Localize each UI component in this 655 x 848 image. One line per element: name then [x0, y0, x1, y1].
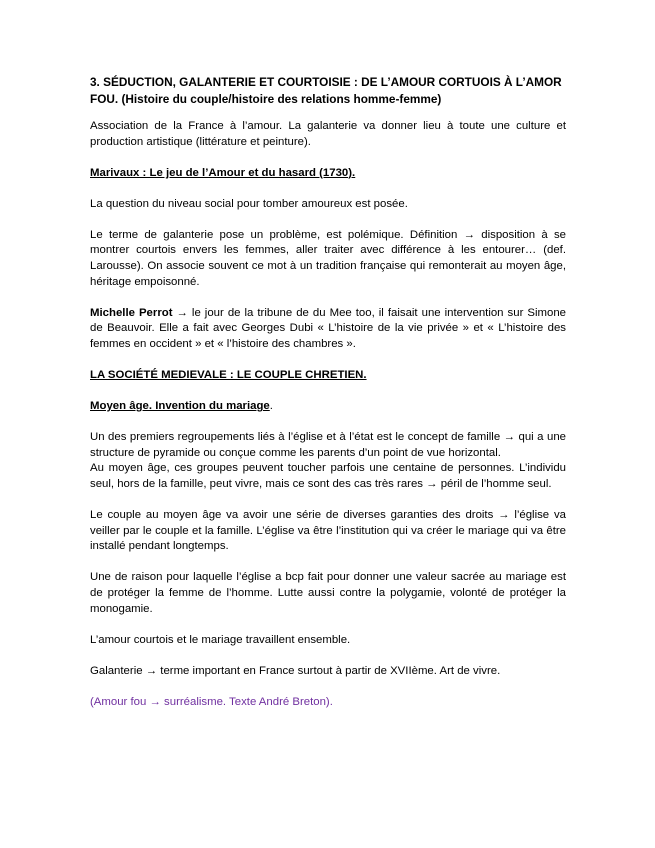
moyen-age-period: . [269, 400, 273, 413]
paragraph-amour-courtois: L’amour courtois et le mariage travaillent ensemble. [90, 633, 351, 646]
document-title: 3. SÉDUCTION, GALANTERIE ET COURTOISIE : DE L’AMOUR CORTUOIS À L’AMOR FOU. (Histoire du couple/histoire des relations homme-femme) [90, 75, 562, 106]
heading-marivaux: Marivaux : Le jeu de l’Amour et du hasard (1730). [90, 166, 356, 179]
paragraph-niveau-social: La question du niveau social pour tomber amoureux est posée. [90, 197, 408, 210]
perrot-text: → le jour de la tribune de du Mee too, il faisait une intervention sur Simone de Beauvoir. Elle a fait avec Georges Dubi « L’histoire de la vie privée » et « L’histoire des femmes en occident » et « l’histoire des chambres ». [90, 306, 566, 350]
paragraph-valeur-sacree: Une de raison pour laquelle l’église a bcp fait pour donner une valeur sacrée au mariage est de protéger la femme de l’homme. Lutte aussi contre la polygamie, volonté de protéger la monogamie. [90, 571, 566, 615]
paragraph-galanterie-art: Galanterie → terme important en France surtout à partir de XVIIème. Art de vivre. [90, 664, 501, 677]
paragraph-association: Association de la France à l’amour. La galanterie va donner lieu à toute une culture et production artistique (littérature et peinture). [90, 120, 566, 148]
paragraph-michelle-perrot [90, 306, 566, 353]
document-page [90, 74, 566, 710]
paragraph-couple-garanties: Le couple au moyen âge va avoir une série de diverses garanties des droits → l’église va veiller par le couple et la famille. L’église va être l’institution qui va créer le mariage qui va être installé pendant longtemps. [90, 509, 566, 553]
paragraph-galanterie-definition: Le terme de galanterie pose un problème, est polémique. Définition → disposition à se montrer courtois envers les femmes, aller traiter avec différence à les entourer… (def. Larousse). On associe souvent ce mot à un tradition française qui remonterait au moyen âge, héritage empoisonné. [90, 228, 566, 288]
paragraph-amour-fou: (Amour fou → surréalisme. Texte André Breton). [90, 695, 333, 708]
paragraph-groupes: Au moyen âge, ces groupes peuvent toucher parfois une centaine de personnes. L’individu seul, hors de la famille, peut vivre, mais ce sont des cas très rares → péril de l’homme seul. [90, 462, 566, 490]
heading-societe-medievale: LA SOCIÉTÉ MEDIEVALE : LE COUPLE CHRETIEN. [90, 369, 367, 382]
heading-moyen-age [90, 399, 566, 415]
perrot-name: Michelle Perrot [90, 306, 173, 319]
moyen-age-title: Moyen âge. Invention du mariage [90, 400, 270, 413]
paragraph-famille: Un des premiers regroupements liés à l’église et à l’état est le concept de famille → qui a une structure de pyramide ou conçue comme les parents d’un point de vue horizontal. [90, 431, 566, 459]
